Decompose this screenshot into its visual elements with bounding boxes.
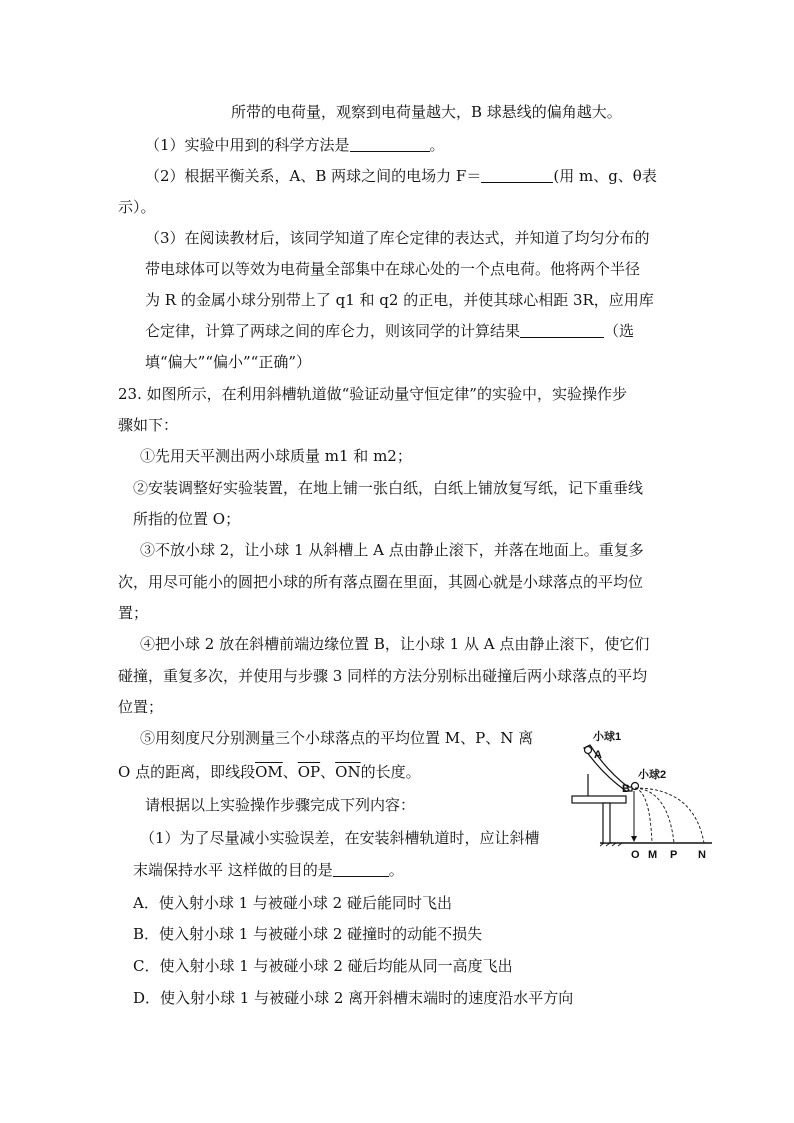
segment-op: $\overline{OP}$ xyxy=(297,763,321,781)
experiment-figure xyxy=(570,730,720,865)
question-3-end: （选 xyxy=(604,322,635,340)
trajectories xyxy=(635,788,704,843)
table-top xyxy=(572,796,626,803)
text-line-7: 为 R 的金属小球分别带上了 q1 和 q2 的正电，并使其球心相距 3R，应用库 xyxy=(145,291,654,309)
label-ball-2: 小球2 xyxy=(638,769,667,781)
question-3-line xyxy=(145,321,634,341)
label-p: P xyxy=(670,849,678,861)
instruction: 请根据以上实验操作步骤完成下列内容： xyxy=(145,796,416,814)
step-2: ②安装调整好实验装置，在地上铺一张白纸，白纸上铺放复写纸，记下重垂线 xyxy=(133,479,644,497)
question-1-end: 。 xyxy=(429,136,445,154)
step-3: ③不放小球 2，让小球 1 从斜槽上 A 点由静止滚下，并落在地面上。重复多 xyxy=(140,541,644,559)
label-n: N xyxy=(698,849,706,861)
question-2-line xyxy=(145,166,657,186)
text-line-1: 所带的电荷量，观察到电荷量越大，B 球悬线的偏角越大。 xyxy=(231,103,622,121)
answer-blank-3[interactable] xyxy=(520,322,604,338)
trajectory-m xyxy=(635,788,652,843)
option-a[interactable]: A．使入射小球 1 与被碰小球 2 碰后能同时飞出 xyxy=(133,894,452,912)
separator-1: 、 xyxy=(282,763,298,781)
trajectory-n xyxy=(635,788,704,843)
sub-question-1: （1）为了尽量减小实验误差，在安装斜槽轨道时，应让斜槽 xyxy=(140,829,540,847)
label-m: M xyxy=(648,849,658,861)
sub-question-1-end: 。 xyxy=(388,861,404,879)
text-line-9: 填“偏大”“偏小”“正确”） xyxy=(145,353,312,371)
option-d[interactable]: D．使入射小球 1 与被碰小球 2 离开斜槽末端时的速度沿水平方向 xyxy=(133,989,574,1007)
sub-question-1-text: 末端保持水平 这样做的目的是 xyxy=(133,861,333,879)
step-4-cont: 碰撞，重复多次，并使用与步骤 3 同样的方法分别标出碰撞后两小球落点的平均 xyxy=(118,667,648,685)
answer-blank-2[interactable] xyxy=(481,167,553,183)
step-3-end: 置； xyxy=(118,604,149,622)
problem-23-title: 23. 如图所示，在利用斜槽轨道做“验证动量守恒定律”的实验中，实验操作步 xyxy=(118,385,627,403)
step-5: ⑤用刻度尺分别测量三个小球落点的平均位置 M、P、N 离 xyxy=(140,729,534,747)
separator-2: 、 xyxy=(320,763,336,781)
text-line-6: 带电球体可以等效为电荷量全部集中在球心处的一个点电荷。他将两个半径 xyxy=(145,260,641,278)
question-1-line xyxy=(145,135,445,155)
table-leg xyxy=(603,803,610,843)
step-2-cont: 所指的位置 O； xyxy=(133,510,241,528)
answer-blank-4[interactable] xyxy=(333,861,389,877)
step-5-text: O 点的距离，即线段 xyxy=(118,763,256,781)
text-line-4: 示）。 xyxy=(118,198,156,216)
text-line-5: （3）在阅读教材后，该同学知道了库仑定律的表达式，并知道了均匀分布的 xyxy=(145,229,650,247)
text-line-11: 骤如下： xyxy=(118,416,179,434)
label-b: B xyxy=(622,783,630,795)
label-ball-1: 小球1 xyxy=(593,731,622,743)
question-2-text: （2）根据平衡关系，A、B 两球之间的电场力 F＝ xyxy=(145,167,482,185)
option-c[interactable]: C．使入射小球 1 与被碰小球 2 碰后均能从同一高度飞出 xyxy=(133,957,513,975)
step-4: ④把小球 2 放在斜槽前端边缘位置 B，让小球 1 从 A 点由静止滚下，使它们 xyxy=(140,635,650,653)
step-5-end: 的长度。 xyxy=(360,763,421,781)
step-4-end: 位置； xyxy=(118,698,164,716)
ball-1-icon xyxy=(585,747,592,754)
answer-blank-1[interactable] xyxy=(350,136,430,152)
trajectory-p xyxy=(635,788,674,843)
question-1-text: （1）实验中用到的科学方法是 xyxy=(145,136,350,154)
question-2-end: (用 m、g、θ表 xyxy=(553,167,657,185)
step-5-cont xyxy=(118,762,421,782)
plumb-bob-icon xyxy=(631,836,637,842)
option-b[interactable]: B．使入射小球 1 与被碰小球 2 碰撞时的动能不损失 xyxy=(133,925,483,943)
label-o: O xyxy=(631,849,640,861)
question-3-text: 仑定律，计算了两球之间的库仑力，则该同学的计算结果 xyxy=(145,322,521,340)
step-1: ①先用天平测出两小球质量 m1 和 m2； xyxy=(140,447,412,465)
step-3-cont: 次，用尽可能小的圆把小球的所有落点圈在里面，其圆心就是小球落点的平均位 xyxy=(118,573,644,591)
segment-on: $\overline{ON}$ xyxy=(335,763,361,781)
segment-om: $\overline{OM}$ xyxy=(255,763,283,781)
label-a: A xyxy=(594,749,602,761)
sub-question-1-cont xyxy=(133,860,404,880)
